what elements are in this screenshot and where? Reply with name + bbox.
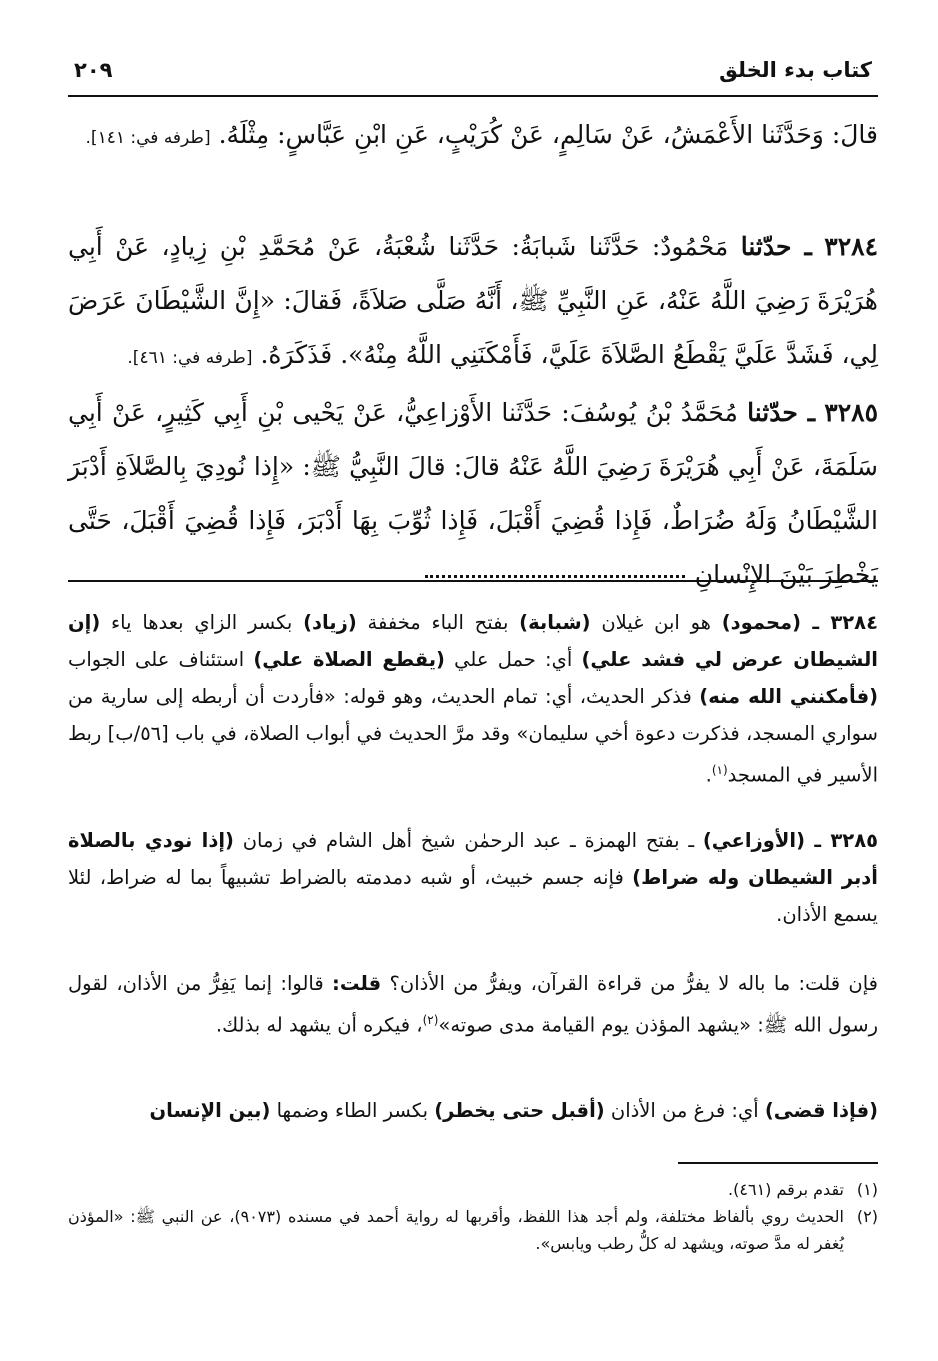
text-commentary-separator bbox=[68, 580, 878, 582]
commentary-3284 bbox=[68, 604, 878, 794]
continuation-dots bbox=[425, 575, 685, 578]
commentary-text: بفتح الباء مخففة bbox=[356, 611, 520, 634]
footnote-text: الحديث روي بألفاظ مختلفة، ولم أجد هذا اللفظ، وأقربها له رواية أحمد في مسنده (٩٠٧٣)، عن النبي ﷺ: «المؤذن يُغفر له مدَّ صوته، ويشهد له كلُّ رطب ويابس». bbox=[68, 1207, 844, 1253]
commentary-keyword: (شبابة) bbox=[519, 611, 591, 634]
hadith-3285 bbox=[68, 386, 878, 602]
commentary-keyword: (زياد) bbox=[303, 611, 357, 634]
cross-reference: [طرفه في: ١٤١]. bbox=[85, 128, 211, 148]
hadith-3284 bbox=[68, 220, 878, 385]
hadith-number: ٣٢٨٥ bbox=[824, 398, 878, 427]
book-title: كتاب بدء الخلق bbox=[719, 58, 872, 82]
hadith-text: مَحْمُودٌ: حَدَّثَنا شَبابَةُ: حَدَّثَنا شُعْبَةُ، عَنْ مُحَمَّدِ بْنِ زِيادٍ، عَنْ أَبِي هُرَيْرَةَ رَضِيَ اللَّهُ عَنْهُ، عَنِ النَّبِيِّ ﷺ، أَنَّهُ صَلَّى صَلاَةً، فَقالَ: «إِنَّ الشَّيْطَانَ عَرَضَ لِي، فَشَدَّ عَلَيَّ يَقْطَعُ الصَّلاَةَ عَلَيَّ، فَأَمْكَنَنِي اللَّهُ مِنْهُ». فَذَكَرَهُ. bbox=[68, 232, 878, 369]
footnote-number: (١) bbox=[856, 1180, 878, 1199]
commentary-text: بكسر الزاي بعدها ياء bbox=[100, 611, 304, 634]
footnote-number: (٢) bbox=[856, 1207, 878, 1226]
footnote-marker: (١) bbox=[711, 763, 728, 777]
book-page bbox=[68, 0, 878, 1361]
cross-reference: [طرفه في: ٤٦١]. bbox=[127, 348, 253, 368]
hadith-label: ـ حدّثنا bbox=[740, 232, 812, 261]
hadith-number: ٣٢٨٤ bbox=[824, 232, 879, 261]
commentary-text: ، فيكره أن يشهد له بذلك. bbox=[215, 1013, 423, 1037]
commentary-text: فإن قلت: ما باله لا يفرُّ من قراءة القرآن، ويفرُّ من الأذان؟ bbox=[381, 972, 878, 995]
commentary-question bbox=[68, 965, 878, 1044]
footnote bbox=[68, 1176, 878, 1203]
commentary-keyword: (إن الشيطان عرض لي فشد علي) bbox=[68, 611, 878, 671]
commentary-continuation bbox=[68, 1092, 878, 1129]
commentary-text: بكسر الطاء وضمها bbox=[270, 1099, 435, 1122]
commentary-text: قالوا: إنما يَفِرُّ من الأذان، لقول رسول الله ﷺ: «يشهد المؤذن يوم القيامة مدى صوته» bbox=[68, 972, 878, 1037]
commentary-heading: ٣٢٨٥ ـ (الأوزاعي) bbox=[702, 829, 878, 852]
commentary-text: استئناف على الجواب bbox=[68, 648, 254, 671]
commentary-text: ـ بفتح الهمزة ـ عبد الرحمٰن شيخ أهل الشام في زمان bbox=[233, 829, 703, 852]
footnote bbox=[68, 1203, 878, 1257]
commentary-keyword: (فأمكنني الله منه) bbox=[699, 685, 878, 708]
commentary-keyword: (فإذا قضى) bbox=[764, 1099, 878, 1122]
header-rule bbox=[68, 95, 878, 97]
page-header bbox=[68, 52, 878, 92]
commentary-keyword: (أقبل حتى يخطر) bbox=[434, 1099, 605, 1122]
footnote-marker: (٢) bbox=[422, 1013, 439, 1027]
commentary-keyword: قلت: bbox=[332, 972, 382, 995]
hadith-text: مُحَمَّدُ بْنُ يُوسُفَ: حَدَّثَنا الأَوْزاعِيُّ، عَنْ يَحْيى بْنِ أَبِي كَثِيرٍ، عَنْ أَبِي سَلَمَةَ، عَنْ أَبِي هُرَيْرَةَ رَضِيَ اللَّهُ عَنْهُ قالَ: قالَ النَّبِيُّ ﷺ: «إِذا نُودِيَ بِالصَّلاَةِ أَدْبَرَ الشَّيْطَانُ وَلَهُ ضُرَاطٌ، فَإِذا قُضِيَ أَقْبَلَ، فَإِذا ثُوِّبَ بِهَا أَدْبَرَ، فَإِذا قُضِيَ أَقْبَلَ، حَتَّى يَخْطِرَ بَيْنَ الإِنْسانِ bbox=[68, 398, 878, 589]
commentary-text: فإنه جسم خبيث، أو شبه دمدمته بالضراط تشبيهاً بما له ضراط، لئلا يسمع الأذان. bbox=[68, 866, 878, 926]
commentary-keyword: (يقطع الصلاة علي) bbox=[253, 648, 445, 671]
commentary-heading: ٣٢٨٤ ـ (محمود) bbox=[721, 611, 878, 634]
hadith-label: ـ حدّثنا bbox=[747, 398, 816, 427]
hadith-intro bbox=[68, 108, 878, 165]
commentary-text: هو ابن غيلان bbox=[590, 611, 722, 634]
commentary-3285 bbox=[68, 822, 878, 933]
commentary-text: . bbox=[705, 763, 712, 787]
commentary-text: أي: حمل علي bbox=[444, 648, 582, 671]
hadith-text: قالَ: وَحَدَّثَنا الأَعْمَشُ، عَنْ سَالِمٍ، عَنْ كُرَيْبٍ، عَنِ ابْنِ عَبَّاسٍ: مِثْلَهُ. bbox=[218, 120, 878, 149]
commentary-text: أي: فرغ من الأذان bbox=[604, 1099, 765, 1122]
page-number: ٢٠٩ bbox=[74, 58, 113, 82]
footnote-text: تقدم برقم (٤٦١). bbox=[728, 1180, 844, 1199]
commentary-keyword: (بين الإنسان bbox=[149, 1099, 271, 1122]
footnotes bbox=[68, 1176, 878, 1257]
commentary-text: فذكر الحديث، أي: تمام الحديث، وهو قوله: «فأردت أن أربطه إلى سارية من سواري المسجد، فذكرت دعوة أخي سليمان» وقد مرَّ الحديث في أبواب الصلاة، في باب [٥٦/ب] ربط الأسير في المسجد bbox=[68, 685, 878, 787]
footnote-rule bbox=[678, 1162, 878, 1164]
commentary-keyword: (إذا نودي بالصلاة أدبر الشيطان وله ضراط) bbox=[68, 829, 878, 889]
